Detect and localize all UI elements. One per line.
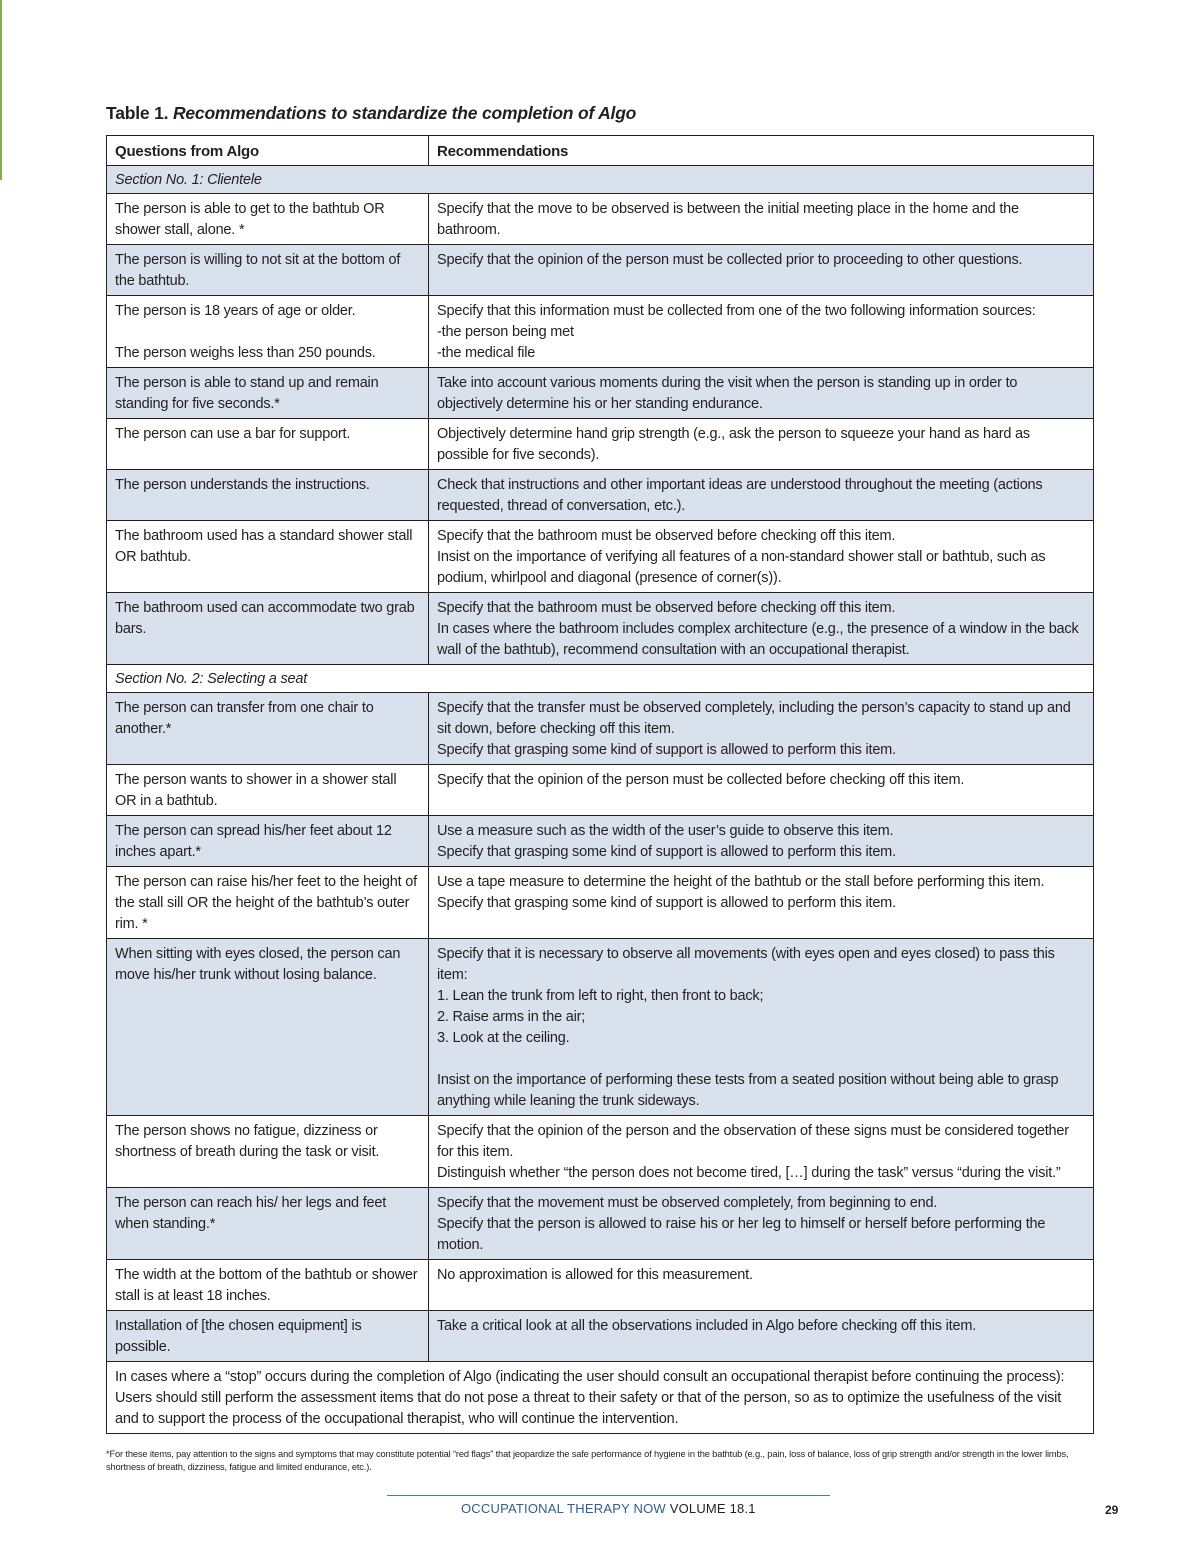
table-row bbox=[107, 1116, 1094, 1188]
recommendation-cell bbox=[429, 1116, 1094, 1188]
question-cell bbox=[107, 296, 429, 368]
question-cell bbox=[107, 1311, 429, 1362]
table-row bbox=[107, 816, 1094, 867]
recommendation-cell bbox=[429, 867, 1094, 939]
recommendation-cell bbox=[429, 765, 1094, 816]
recommendation-text: Specify that the opinion of the person must be collected prior to proceeding to other questions. bbox=[437, 252, 1023, 268]
table-header-row bbox=[107, 136, 1094, 166]
table-row bbox=[107, 693, 1094, 765]
question-text: The width at the bottom of the bathtub or shower stall is at least 18 inches. bbox=[115, 1267, 418, 1304]
recommendation-text: Specify that grasping some kind of support is allowed to perform this item. bbox=[437, 895, 896, 911]
table-row bbox=[107, 939, 1094, 1116]
recommendation-text: Specify that the bathroom must be observed before checking off this item. bbox=[437, 528, 896, 544]
question-cell bbox=[107, 368, 429, 419]
section-row bbox=[107, 665, 1094, 693]
table-row bbox=[107, 1311, 1094, 1362]
question-text: The person wants to shower in a shower stall OR in a bathtub. bbox=[115, 772, 397, 809]
recommendation-text: In cases where the bathroom includes complex architecture (e.g., the presence of a window in the back wall of the bathtub), recommend consultation with an occupational therapist. bbox=[437, 621, 1079, 658]
table-row bbox=[107, 470, 1094, 521]
question-cell bbox=[107, 867, 429, 939]
question-text: The person is willing to not sit at the bottom of the bathtub. bbox=[115, 252, 401, 289]
footer-volume: VOLUME 18.1 bbox=[669, 1501, 756, 1516]
table-title-prefix: Table 1. bbox=[106, 103, 169, 123]
recommendation-text: 1. Lean the trunk from left to right, then front to back; bbox=[437, 988, 764, 1004]
recommendation-text: Specify that this information must be collected from one of the two following information sources: bbox=[437, 303, 1036, 319]
recommendation-text: Insist on the importance of performing these tests from a seated position without being able to grasp anything while leaning the trunk sideways. bbox=[437, 1072, 1059, 1109]
question-text: The person can use a bar for support. bbox=[115, 426, 351, 442]
question-text: The person is 18 years of age or older. bbox=[115, 303, 356, 319]
recommendation-cell bbox=[429, 521, 1094, 593]
recommendation-text: Check that instructions and other important ideas are understood throughout the meeting (actions requested, thread of conversation, etc.). bbox=[437, 477, 1043, 514]
recommendation-text: Specify that the transfer must be observed completely, including the person’s capacity to stand up and sit down, before checking off this item. bbox=[437, 700, 1071, 737]
section-row bbox=[107, 166, 1094, 194]
question-cell bbox=[107, 1260, 429, 1311]
recommendation-text: Specify that the opinion of the person must be collected before checking off this item. bbox=[437, 772, 965, 788]
question-text: The person shows no fatigue, dizziness or shortness of breath during the task or visit. bbox=[115, 1123, 380, 1160]
left-accent-bar bbox=[0, 0, 2, 180]
question-cell bbox=[107, 816, 429, 867]
header-recommendations: Recommendations bbox=[429, 136, 1094, 166]
recommendation-text: Distinguish whether “the person does not become tired, […] during the task” versus “during the visit.” bbox=[437, 1165, 1061, 1181]
recommendation-text: Take into account various moments during the visit when the person is standing up in order to objectively determine his or her standing endurance. bbox=[437, 375, 1018, 412]
recommendation-text: Specify that it is necessary to observe all movements (with eyes open and eyes closed) to pass this item: bbox=[437, 946, 1055, 983]
question-cell bbox=[107, 194, 429, 245]
recommendation-cell bbox=[429, 693, 1094, 765]
recommendation-cell bbox=[429, 1188, 1094, 1260]
recommendation-text: Specify that the bathroom must be observed before checking off this item. bbox=[437, 600, 896, 616]
recommendation-cell bbox=[429, 1311, 1094, 1362]
question-text: The person can reach his/ her legs and feet when standing.* bbox=[115, 1195, 387, 1232]
recommendation-text: -the medical file bbox=[437, 345, 536, 361]
question-cell bbox=[107, 693, 429, 765]
recommendation-text: Objectively determine hand grip strength (e.g., ask the person to squeeze your hand as hard as possible for five seconds). bbox=[437, 426, 1030, 463]
table-row bbox=[107, 194, 1094, 245]
question-cell bbox=[107, 593, 429, 665]
question-cell bbox=[107, 470, 429, 521]
recommendation-cell bbox=[429, 593, 1094, 665]
footer-journal-name: OCCUPATIONAL THERAPY NOW bbox=[461, 1501, 666, 1516]
recommendation-cell bbox=[429, 194, 1094, 245]
footer-rule bbox=[387, 1495, 830, 1496]
section-heading: Section No. 1: Clientele bbox=[107, 166, 1094, 194]
recommendation-text: Specify that the opinion of the person and the observation of these signs must be considered together for this item. bbox=[437, 1123, 1069, 1160]
page-number: 29 bbox=[1105, 1503, 1119, 1517]
table-row bbox=[107, 245, 1094, 296]
recommendation-text: No approximation is allowed for this measurement. bbox=[437, 1267, 753, 1283]
recommendation-text: Specify that grasping some kind of support is allowed to perform this item. bbox=[437, 742, 896, 758]
footer-text bbox=[461, 1501, 756, 1516]
table-row bbox=[107, 521, 1094, 593]
table-title-text: Recommendations to standardize the completion of Algo bbox=[172, 103, 637, 123]
table-row bbox=[107, 419, 1094, 470]
header-questions: Questions from Algo bbox=[107, 136, 429, 166]
recommendation-text: Specify that grasping some kind of support is allowed to perform this item. bbox=[437, 844, 896, 860]
question-cell bbox=[107, 245, 429, 296]
table-row bbox=[107, 296, 1094, 368]
recommendation-cell bbox=[429, 470, 1094, 521]
recommendation-cell bbox=[429, 419, 1094, 470]
question-text: The person can transfer from one chair to another.* bbox=[115, 700, 374, 737]
recommendation-text: Use a measure such as the width of the user’s guide to observe this item. bbox=[437, 823, 894, 839]
question-text: The person can spread his/her feet about 12 inches apart.* bbox=[115, 823, 392, 860]
question-cell bbox=[107, 1116, 429, 1188]
question-cell bbox=[107, 419, 429, 470]
question-text: When sitting with eyes closed, the person can move his/her trunk without losing balance. bbox=[115, 946, 401, 983]
recommendation-text: 2. Raise arms in the air; bbox=[437, 1009, 586, 1025]
section-heading: Section No. 2: Selecting a seat bbox=[107, 665, 1094, 693]
recommendation-cell bbox=[429, 296, 1094, 368]
question-text: The person understands the instructions. bbox=[115, 477, 370, 493]
recommendation-text: Take a critical look at all the observations included in Algo before checking off this item. bbox=[437, 1318, 977, 1334]
table-row bbox=[107, 1260, 1094, 1311]
question-text: The person can raise his/her feet to the height of the stall sill OR the height of the bathtub’s outer rim. * bbox=[115, 874, 417, 932]
recommendation-cell bbox=[429, 368, 1094, 419]
recommendation-cell bbox=[429, 939, 1094, 1116]
recommendation-text: Insist on the importance of verifying all features of a non-standard shower stall or bathtub, such as podium, whirlpool and diagonal (presence of corner(s)). bbox=[437, 549, 1046, 586]
recommendation-text: Specify that the person is allowed to raise his or her leg to himself or herself before performing the motion. bbox=[437, 1216, 1046, 1253]
question-cell bbox=[107, 765, 429, 816]
recommendation-text: Specify that the movement must be observed completely, from beginning to end. bbox=[437, 1195, 938, 1211]
recommendation-text: 3. Look at the ceiling. bbox=[437, 1030, 570, 1046]
question-cell bbox=[107, 521, 429, 593]
recommendation-cell bbox=[429, 1260, 1094, 1311]
question-text: The person is able to get to the bathtub OR shower stall, alone. * bbox=[115, 201, 385, 238]
table-row bbox=[107, 867, 1094, 939]
recommendation-text: Specify that the move to be observed is between the initial meeting place in the home and the bathroom. bbox=[437, 201, 1019, 238]
closing-note-row bbox=[107, 1362, 1094, 1434]
table-row bbox=[107, 593, 1094, 665]
question-text: The person is able to stand up and remain standing for five seconds.* bbox=[115, 375, 379, 412]
question-text: The person weighs less than 250 pounds. bbox=[115, 345, 376, 361]
table-row bbox=[107, 368, 1094, 419]
recommendation-text: -the person being met bbox=[437, 324, 574, 340]
recommendation-cell bbox=[429, 245, 1094, 296]
question-cell bbox=[107, 1188, 429, 1260]
recommendation-text: Use a tape measure to determine the height of the bathtub or the stall before performing this item. bbox=[437, 874, 1045, 890]
recommendations-table bbox=[106, 135, 1094, 1434]
question-text: The bathroom used can accommodate two grab bars. bbox=[115, 600, 415, 637]
table-row bbox=[107, 1188, 1094, 1260]
table-row bbox=[107, 765, 1094, 816]
table-title bbox=[106, 103, 636, 124]
question-text: The bathroom used has a standard shower stall OR bathtub. bbox=[115, 528, 413, 565]
recommendation-cell bbox=[429, 816, 1094, 867]
question-cell bbox=[107, 939, 429, 1116]
closing-note: In cases where a “stop” occurs during the completion of Algo (indicating the user should consult an occupational therapist before continuing the process): Users should still perform the assessment items that do not pose a threat to their safety or that of the person, so as to optimize the usefulness of the visit and to support the process of the occupational therapist, who will continue the intervention. bbox=[107, 1362, 1094, 1434]
table-body bbox=[107, 166, 1094, 1434]
footnote: *For these items, pay attention to the signs and symptoms that may constitute potential “red flags” that jeopardize the safe performance of hygiene in the bathtub (e.g., pain, loss of balance, loss of grip strength and/or strength in the lower limbs, shortness of breath, dizziness, fatigue and limited endurance, etc.). bbox=[106, 1449, 1069, 1472]
question-text: Installation of [the chosen equipment] is possible. bbox=[115, 1318, 362, 1355]
